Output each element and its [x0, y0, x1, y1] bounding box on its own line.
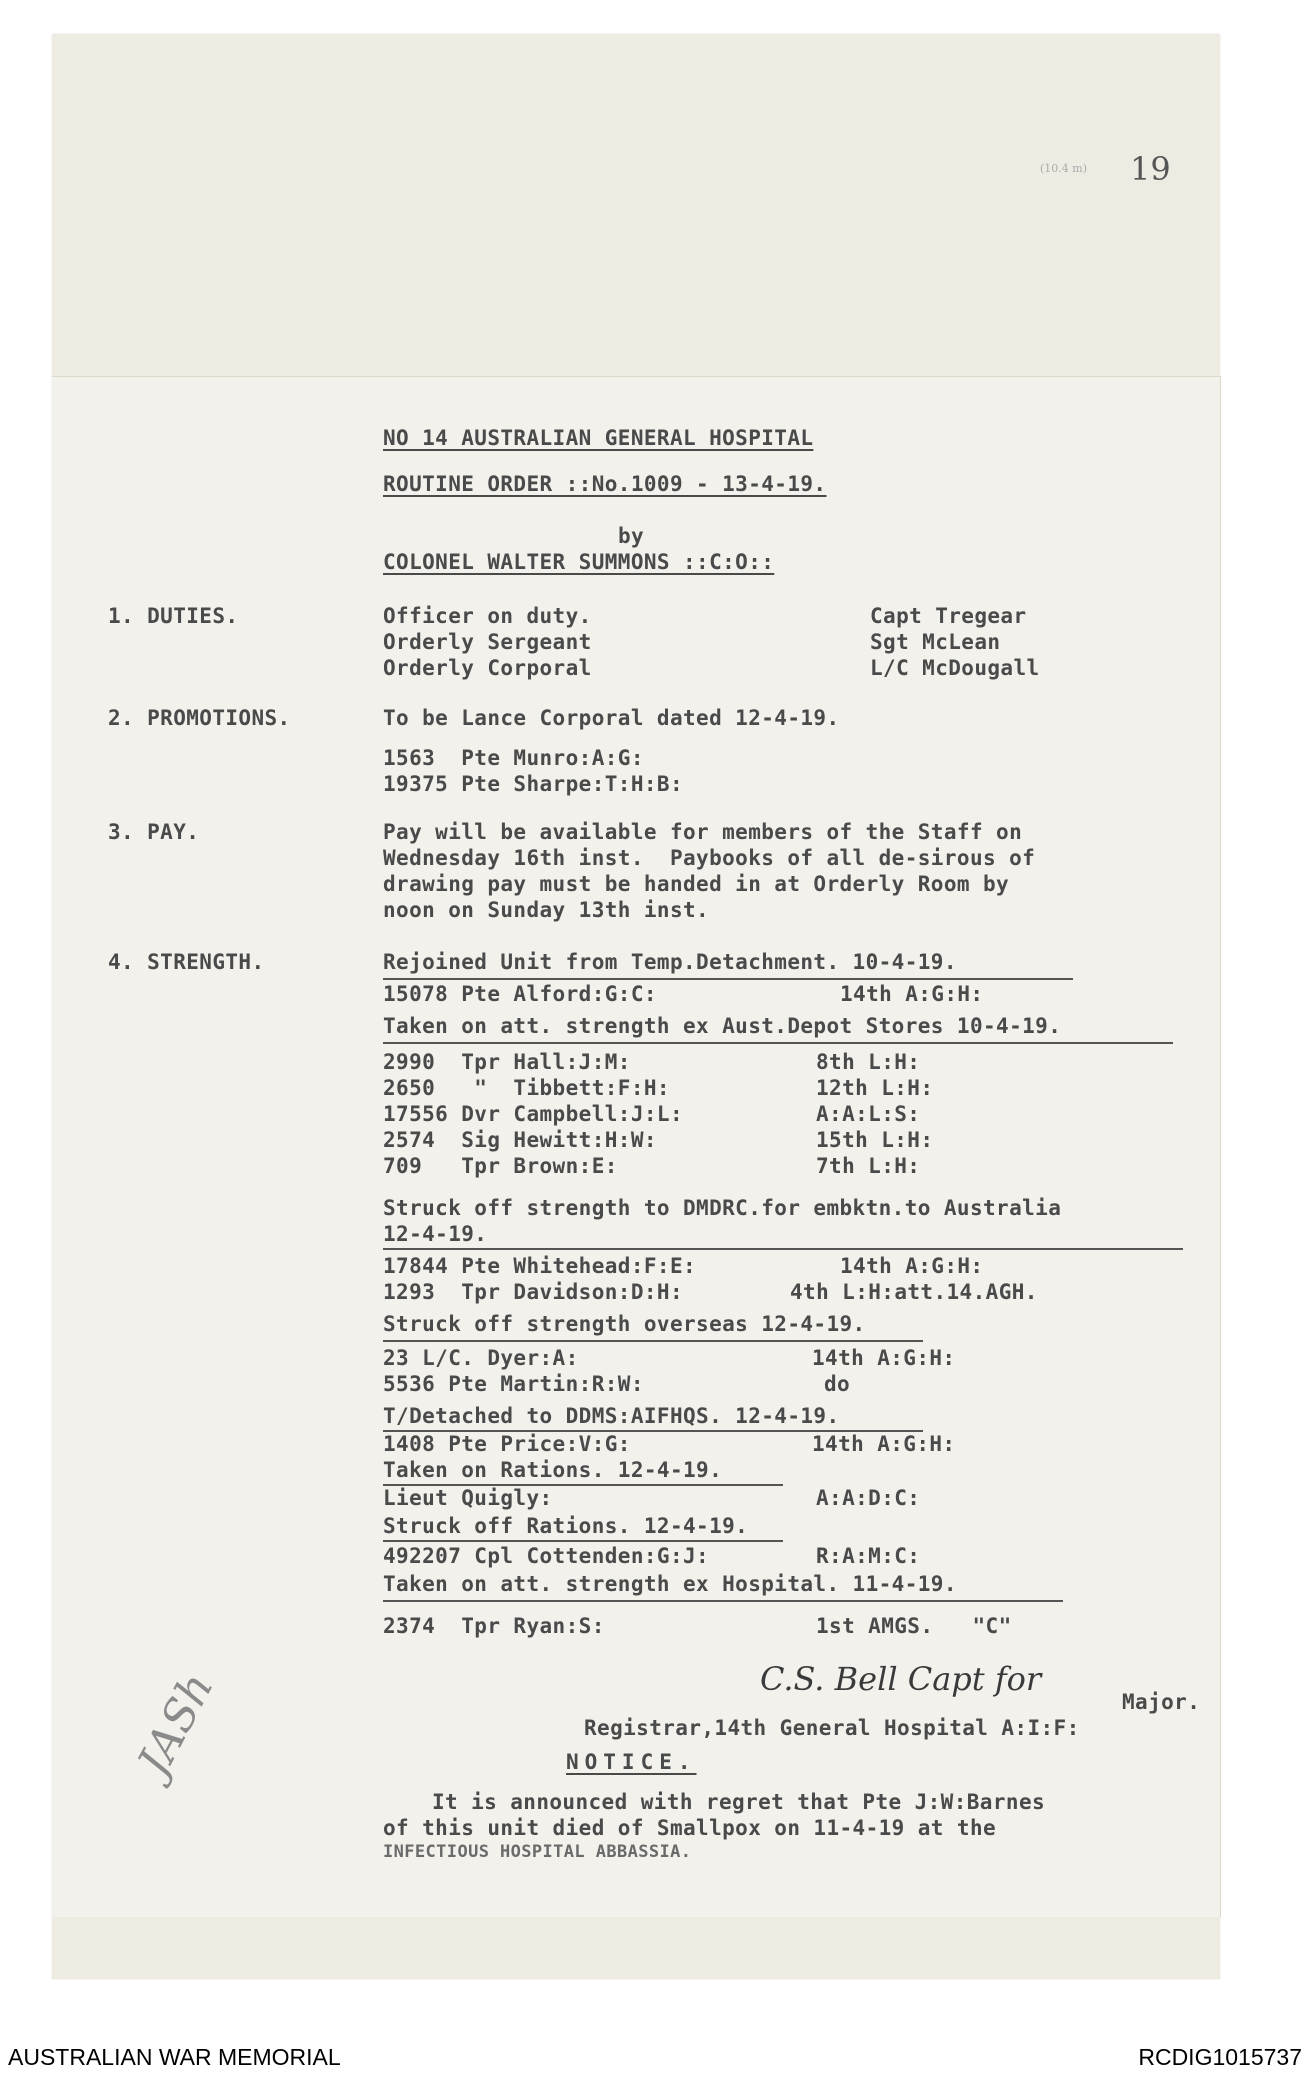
rule-line	[383, 1340, 923, 1342]
rations-on-heading: Taken on Rations. 12-4-19.	[383, 1458, 723, 1482]
unit-entry: A:A:L:S:	[816, 1102, 921, 1126]
unit-entry: 15th L:H:	[816, 1128, 934, 1152]
soldier-entry: Lieut Quigly:	[383, 1486, 553, 1510]
promotions-text: To be Lance Corporal dated 12-4-19.	[383, 706, 840, 730]
unit-entry: A:A:D:C:	[816, 1486, 921, 1510]
promotions-label: 2. PROMOTIONS.	[108, 706, 291, 730]
by-line: by	[618, 524, 645, 548]
promotion-row: 19375 Pte Sharpe:T:H:B:	[383, 772, 683, 796]
unit-entry: 12th L:H:	[816, 1076, 934, 1100]
soldier-entry: 1408 Pte Price:V:G:	[383, 1432, 631, 1456]
folio-stamp-mark: (10.4 m)	[1040, 162, 1088, 175]
rule-line	[383, 1042, 1173, 1044]
pay-line: drawing pay must be handed in at Orderly Room by	[383, 872, 1010, 896]
unit-entry: 4th L:H:att.14.AGH.	[790, 1280, 1038, 1304]
footer-left-caption: AUSTRALIAN WAR MEMORIAL	[8, 2044, 341, 2070]
soldier-entry: 2374 Tpr Ryan:S:	[383, 1614, 605, 1638]
unit-entry: R:A:M:C:	[816, 1544, 921, 1568]
unit-entry: 14th A:G:H:	[812, 1432, 956, 1456]
rule-line	[383, 978, 1073, 980]
duties-label: 1. DUTIES.	[108, 604, 239, 628]
rule-line	[383, 1540, 783, 1542]
soldier-entry: 2990 Tpr Hall:J:M:	[383, 1050, 631, 1074]
unit-entry: 14th A:G:H:	[840, 1254, 984, 1278]
soldier-entry: 2650 " Tibbett:F:H:	[383, 1076, 670, 1100]
colonel-line: COLONEL WALTER SUMMONS ::C:O::	[383, 550, 775, 574]
soldier-entry: 492207 Cpl Cottenden:G:J:	[383, 1544, 710, 1568]
handwritten-signature: C.S. Bell Capt for	[760, 1660, 1042, 1698]
rule-line	[383, 1600, 1063, 1602]
unit-entry: do	[824, 1372, 851, 1396]
detached-heading: T/Detached to DDMS:AIFHQS. 12-4-19.	[383, 1404, 840, 1428]
struck-overseas-heading: Struck off strength overseas 12-4-19.	[383, 1312, 866, 1336]
soldier-entry: 17556 Dvr Campbell:J:L:	[383, 1102, 683, 1126]
handwritten-initials: JASh	[128, 1664, 224, 1784]
rule-line	[383, 1248, 1183, 1250]
hospital-heading-line: Taken on att. strength ex Hospital. 11-4-19.	[383, 1572, 957, 1596]
duty-role: Officer on duty.	[383, 604, 592, 628]
unit-entry: 14th A:G:H:	[812, 1346, 956, 1370]
page-number: 19	[1130, 150, 1171, 188]
duty-name: Capt Tregear	[870, 604, 1027, 628]
duty-role: Orderly Corporal	[383, 656, 592, 680]
soldier-entry: 17844 Pte Whitehead:F:E:	[383, 1254, 697, 1278]
unit-entry: 8th L:H:	[816, 1050, 921, 1074]
unit-entry: 7th L:H:	[816, 1154, 921, 1178]
duty-name: Sgt McLean	[870, 630, 1001, 654]
soldier-entry: 5536 Pte Martin:R:W:	[383, 1372, 644, 1396]
soldier-entry: 1293 Tpr Davidson:D:H:	[383, 1280, 683, 1304]
unit-entry: 1st AMGS. "C"	[816, 1614, 1012, 1638]
notice-line: INFECTIOUS HOSPITAL ABBASSIA.	[383, 1842, 692, 1862]
duty-role: Orderly Sergeant	[383, 630, 592, 654]
notice-line: It is announced with regret that Pte J:W:Barnes	[432, 1790, 1046, 1814]
pay-line: noon on Sunday 13th inst.	[383, 898, 710, 922]
hospital-heading: NO 14 AUSTRALIAN GENERAL HOSPITAL	[383, 426, 814, 450]
rations-off-heading: Struck off Rations. 12-4-19.	[383, 1514, 749, 1538]
rejoined-heading: Rejoined Unit from Temp.Detachment. 10-4-19.	[383, 950, 957, 974]
soldier-entry: 709 Tpr Brown:E:	[383, 1154, 618, 1178]
struck-dmrc-date: 12-4-19.	[383, 1222, 488, 1246]
soldier-entry: 23 L/C. Dyer:A:	[383, 1346, 579, 1370]
signature-title: Registrar,14th General Hospital A:I:F:	[584, 1716, 1080, 1740]
notice-heading: NOTICE.	[566, 1750, 697, 1774]
pay-label: 3. PAY.	[108, 820, 200, 844]
notice-line: of this unit died of Smallpox on 11-4-19 at the	[383, 1816, 997, 1840]
duty-name: L/C McDougall	[870, 656, 1040, 680]
footer-right-caption: RCDIG1015737	[1138, 2044, 1302, 2070]
soldier-entry: 2574 Sig Hewitt:H:W:	[383, 1128, 657, 1152]
order-heading: ROUTINE ORDER ::No.1009 - 13-4-19.	[383, 472, 827, 496]
soldier-entry: 15078 Pte Alford:G:C:	[383, 982, 657, 1006]
taken-heading: Taken on att. strength ex Aust.Depot Stores 10-4-19.	[383, 1014, 1062, 1038]
promotion-row: 1563 Pte Munro:A:G:	[383, 746, 644, 770]
struck-dmrc-heading: Struck off strength to DMDRC.for embktn.to Australia	[383, 1196, 1062, 1220]
pay-line: Wednesday 16th inst. Paybooks of all de-sirous of	[383, 846, 1036, 870]
pay-line: Pay will be available for members of the Staff on	[383, 820, 1023, 844]
strength-label: 4. STRENGTH.	[108, 950, 265, 974]
signature-rank: Major.	[1122, 1690, 1201, 1714]
section-label-duties	[108, 604, 238, 628]
unit-entry: 14th A:G:H:	[840, 982, 984, 1006]
